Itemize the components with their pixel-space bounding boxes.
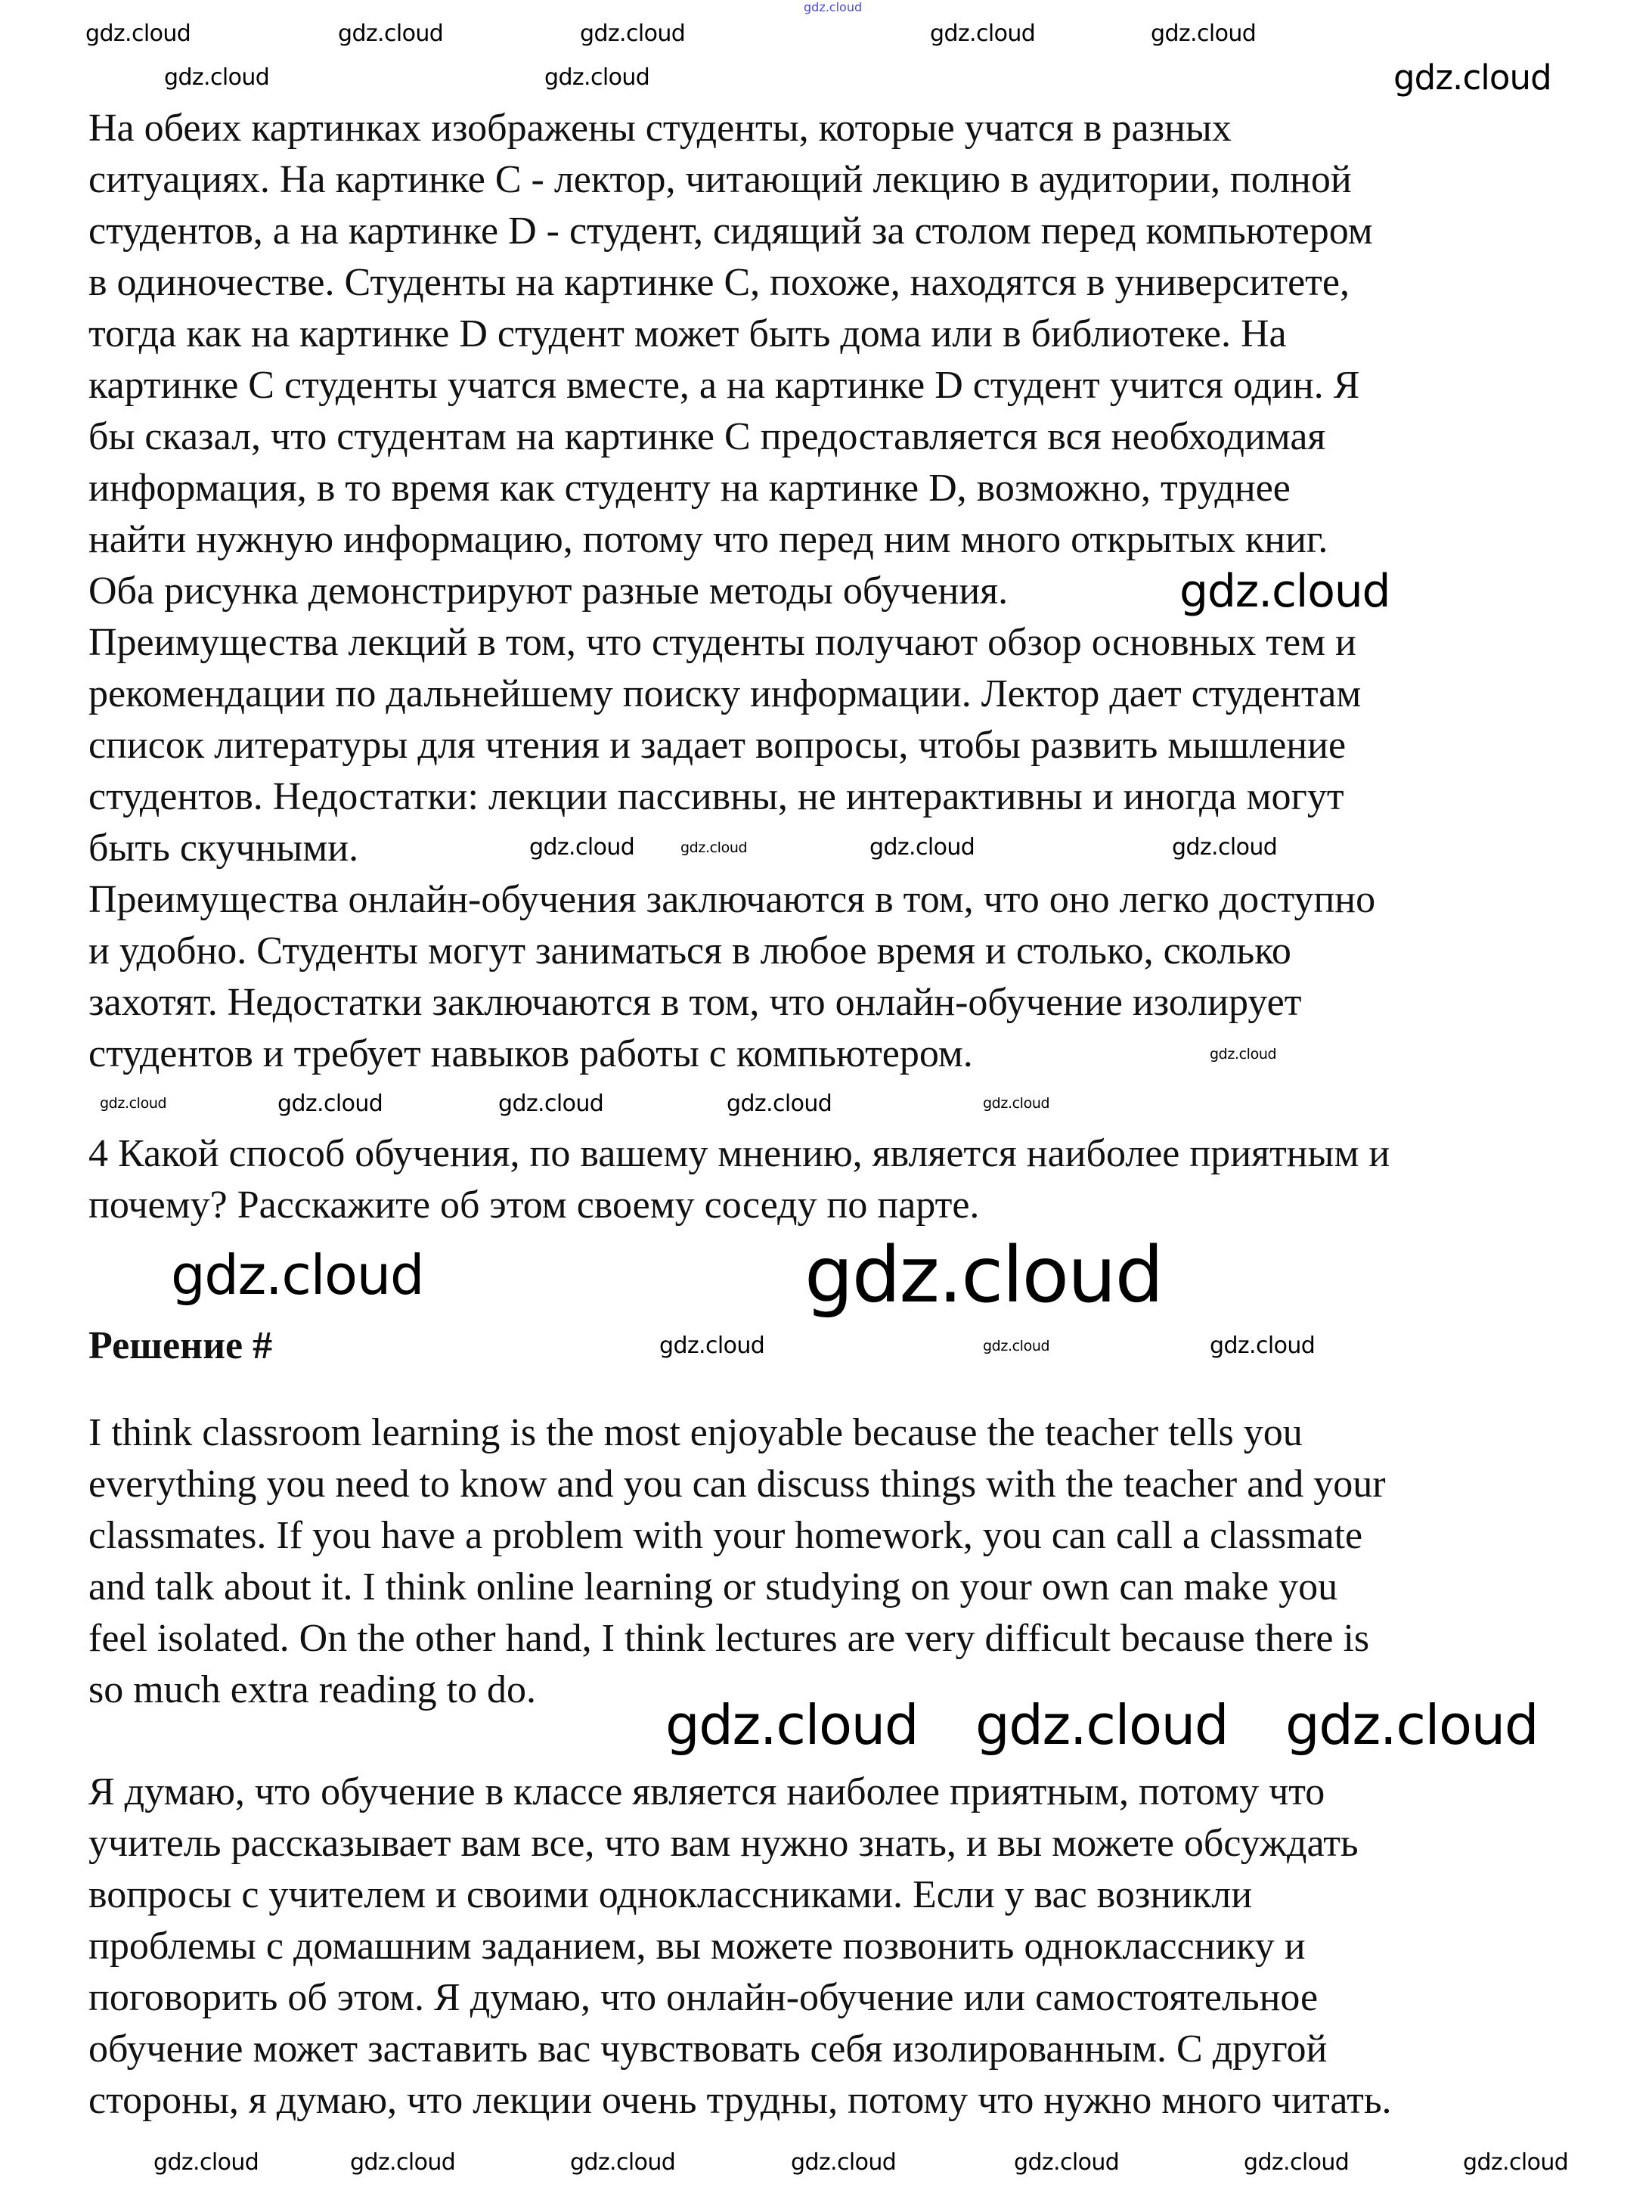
watermark: gdz.cloud xyxy=(659,1332,765,1359)
watermark: gdz.cloud xyxy=(869,834,975,861)
watermark: gdz.cloud xyxy=(1393,57,1551,98)
watermark: gdz.cloud xyxy=(804,1230,1163,1320)
watermark: gdz.cloud xyxy=(1172,834,1278,861)
watermark: gdz.cloud xyxy=(570,2149,676,2176)
watermark: gdz.cloud xyxy=(1014,2149,1120,2176)
text-line: feel isolated. On the other hand, I think lectures are very difficult because there is xyxy=(88,1617,1370,1660)
watermark: gdz.cloud xyxy=(544,64,650,91)
text-line: список литературы для чтения и задает вопросы, чтобы развить мышление xyxy=(88,724,1347,767)
text-line: студентов и требует навыков работы с компьютером. xyxy=(88,1032,973,1075)
text-line: поговорить об этом. Я думаю, что онлайн-обучение или самостоятельное xyxy=(88,1976,1319,2019)
watermark: gdz.cloud xyxy=(1210,1332,1316,1359)
russian-translation xyxy=(88,1767,1392,2127)
english-answer xyxy=(88,1407,1386,1716)
question-4 xyxy=(88,1128,1390,1231)
watermark: gdz.cloud xyxy=(85,20,191,47)
watermark: gdz.cloud xyxy=(580,20,686,47)
watermark: gdz.cloud xyxy=(665,1693,919,1757)
text-line: учитель рассказывает вам все, что вам нужно знать, и вы можете обсуждать xyxy=(88,1822,1359,1865)
text-line: найти нужную информацию, потому что перед ним много открытых книг. xyxy=(88,518,1328,561)
text-line: студентов, а на картинке D - студент, сидящий за столом перед компьютером xyxy=(88,209,1373,253)
watermark: gdz.cloud xyxy=(171,1243,424,1307)
watermark: gdz.cloud xyxy=(338,20,444,47)
watermark: gdz.cloud xyxy=(498,1090,604,1117)
watermark: gdz.cloud xyxy=(727,1090,832,1117)
watermark: gdz.cloud xyxy=(983,1095,1050,1112)
watermark: gdz.cloud xyxy=(1210,1046,1277,1063)
watermark: gdz.cloud xyxy=(1151,20,1257,47)
text-line: почему? Расскажите об этом своему соседу по парте. xyxy=(88,1184,980,1227)
text-line: студентов. Недостатки: лекции пассивны, не интерактивны и иногда могут xyxy=(88,775,1344,818)
solution-heading: Решение # xyxy=(88,1324,273,1367)
watermark: gdz.cloud xyxy=(791,2149,897,2176)
watermark: gdz.cloud xyxy=(1463,2149,1569,2176)
watermark: gdz.cloud xyxy=(529,834,635,861)
watermark: gdz.cloud xyxy=(350,2149,456,2176)
text-line: картинке C студенты учатся вместе, а на картинке D студент учится один. Я xyxy=(88,364,1360,407)
top-watermark: gdz.cloud xyxy=(804,0,863,14)
text-line: classmates. If you have a problem with your homework, you can call a classmate xyxy=(88,1514,1363,1557)
text-line: бы сказал, что студентам на картинке C предоставляется вся необходимая xyxy=(88,415,1326,458)
text-line: Преимущества онлайн-обучения заключаются в том, что оно легко доступно xyxy=(88,878,1376,921)
text-line: На обеих картинках изображены студенты, которые учатся в разных xyxy=(88,107,1232,150)
watermark: gdz.cloud xyxy=(100,1095,167,1112)
watermark: gdz.cloud xyxy=(164,64,270,91)
watermark: gdz.cloud xyxy=(680,839,748,856)
text-line: быть скучными. xyxy=(88,827,359,870)
text-line: вопросы с учителем и своими одноклассниками. Если у вас возникли xyxy=(88,1873,1253,1916)
text-line: Оба рисунка демонстрируют разные методы обучения. xyxy=(88,569,1009,613)
text-line: 4 Какой способ обучения, по вашему мнению, является наиболее приятным и xyxy=(88,1132,1390,1175)
text-line: тогда как на картинке D студент может быть дома или в библиотеке. На xyxy=(88,312,1287,355)
text-line: ситуациях. На картинке C - лектор, читающий лекцию в аудитории, полной xyxy=(88,158,1352,201)
watermark: gdz.cloud xyxy=(153,2149,259,2176)
watermark: gdz.cloud xyxy=(1179,565,1390,618)
watermark: gdz.cloud xyxy=(975,1693,1229,1757)
text-line: Я думаю, что обучение в классе является наиболее приятным, потому что xyxy=(88,1770,1325,1813)
text-line: so much extra reading to do. xyxy=(88,1668,537,1711)
text-line: и удобно. Студенты могут заниматься в любое время и столько, сколько xyxy=(88,929,1291,973)
text-line: everything you need to know and you can discuss things with the teacher and your xyxy=(88,1463,1386,1506)
watermark: gdz.cloud xyxy=(930,20,1036,47)
text-line: and talk about it. I think online learning or studying on your own can make you xyxy=(88,1565,1338,1609)
watermark: gdz.cloud xyxy=(277,1090,383,1117)
watermark: gdz.cloud xyxy=(1244,2149,1350,2176)
watermark: gdz.cloud xyxy=(983,1338,1050,1354)
text-line: Преимущества лекций в том, что студенты получают обзор основных тем и xyxy=(88,621,1356,664)
watermark: gdz.cloud xyxy=(1285,1693,1539,1757)
text-line: I think classroom learning is the most enjoyable because the teacher tells you xyxy=(88,1411,1303,1454)
text-line: рекомендации по дальнейшему поиску информации. Лектор дает студентам xyxy=(88,672,1362,715)
text-line: проблемы с домашним заданием, вы можете позвонить однокласснику и xyxy=(88,1925,1306,1968)
text-line: информация, в то время как студенту на картинке D, возможно, труднее xyxy=(88,467,1291,510)
text-line: захотят. Недостатки заключаются в том, что онлайн-обучение изолирует xyxy=(88,981,1302,1024)
text-line: стороны, я думаю, что лекции очень трудны, потому что нужно много читать. xyxy=(88,2079,1392,2122)
text-line: в одиночестве. Студенты на картинке C, похоже, находятся в университете, xyxy=(88,261,1350,304)
text-line: обучение может заставить вас чувствовать себя изолированным. С другой xyxy=(88,2027,1328,2071)
